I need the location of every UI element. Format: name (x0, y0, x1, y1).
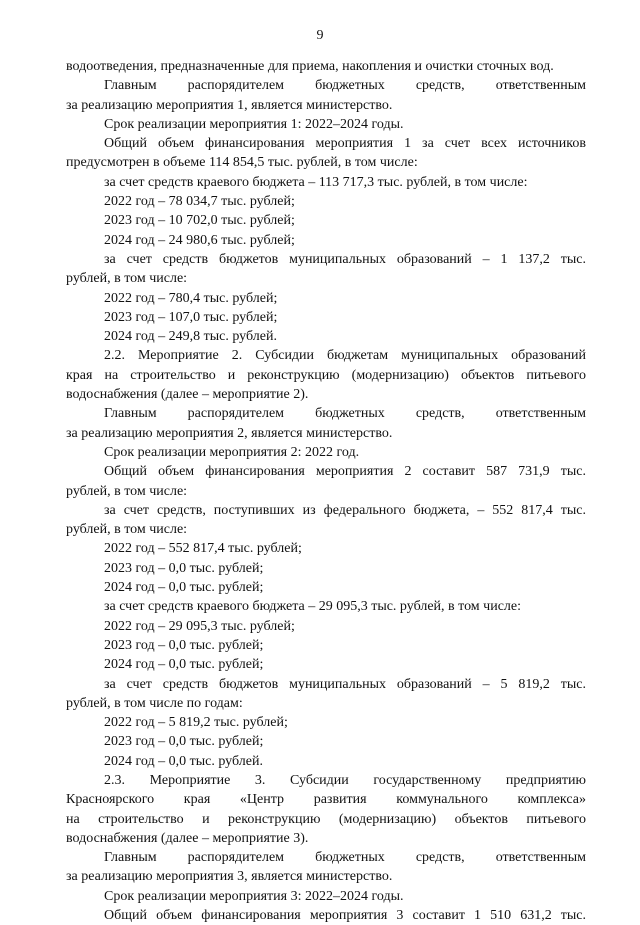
text-line: Общий объем финансирования мероприятия 2 составит 587 731,9 тыс. (104, 464, 586, 480)
text-line: 2022 год – 5 819,2 тыс. рублей; (104, 715, 288, 731)
text-line: за реализацию мероприятия 3, является министерство. (66, 869, 393, 885)
text-line: рублей, в том числе: (66, 522, 188, 538)
text-line: за счет средств бюджетов муниципальных образований – 5 819,2 тыс. (104, 676, 586, 692)
text-line: 2023 год – 0,0 тыс. рублей; (104, 560, 264, 576)
text-line: Главным распорядителем бюджетных средств, ответственным (104, 850, 586, 866)
text-line: 2.2. Мероприятие 2. Субсидии бюджетам муниципальных образований (104, 348, 586, 364)
text-line: за реализацию мероприятия 2, является министерство. (66, 425, 393, 441)
text-line: 2024 год – 249,8 тыс. рублей. (104, 329, 277, 345)
text-line: водоснабжения (далее – мероприятие 3). (66, 830, 309, 846)
text-line: за счет средств краевого бюджета – 113 717,3 тыс. рублей, в том числе: (104, 174, 528, 190)
page-number: 9 (316, 28, 324, 43)
text-line: 2024 год – 24 980,6 тыс. рублей; (104, 232, 295, 248)
text-line: Общий объем финансирования мероприятия 3 составит 1 510 631,2 тыс. (104, 908, 586, 924)
text-line: Красноярского края «Центр развития коммунального комплекса» (66, 792, 586, 808)
text-line: 2.3. Мероприятие 3. Субсидии государственному предприятию (104, 772, 586, 788)
text-line: 2022 год – 29 095,3 тыс. рублей; (104, 618, 295, 634)
text-line: Срок реализации мероприятия 1: 2022–2024 годы. (104, 116, 404, 132)
text-line: 2024 год – 0,0 тыс. рублей; (104, 580, 264, 596)
text-line: за реализацию мероприятия 1, является министерство. (66, 97, 393, 113)
text-line: 2022 год – 78 034,7 тыс. рублей; (104, 194, 295, 210)
text-line: 2022 год – 780,4 тыс. рублей; (104, 290, 278, 306)
text-line: 2024 год – 0,0 тыс. рублей; (104, 657, 264, 673)
text-line: 2023 год – 0,0 тыс. рублей; (104, 637, 264, 653)
text-line: рублей, в том числе: (66, 483, 188, 499)
text-line: за счет средств, поступивших из федерального бюджета, – 552 817,4 тыс. (104, 502, 586, 518)
text-line: 2023 год – 0,0 тыс. рублей; (104, 734, 264, 750)
text-line: 2023 год – 107,0 тыс. рублей; (104, 309, 278, 325)
text-line: за счет средств краевого бюджета – 29 095,3 тыс. рублей, в том числе: (104, 599, 522, 615)
text-line: на строительство и реконструкцию (модернизацию) объектов питьевого (66, 811, 586, 827)
text-line: Срок реализации мероприятия 3: 2022–2024 годы. (104, 888, 404, 904)
text-line: водоотведения, предназначенные для приема, накопления и очистки сточных вод. (66, 59, 554, 74)
text-line: рублей, в том числе по годам: (66, 695, 243, 711)
text-line: 2022 год – 552 817,4 тыс. рублей; (104, 541, 302, 557)
text-line: водоснабжения (далее – мероприятие 2). (66, 387, 309, 403)
text-line: рублей, в том числе: (66, 271, 188, 287)
text-line: Общий объем финансирования мероприятия 1 за счет всех источников (104, 136, 586, 152)
text-line: 2024 год – 0,0 тыс. рублей. (104, 753, 263, 769)
document-body (66, 57, 586, 925)
text-line: Главным распорядителем бюджетных средств, ответственным (104, 406, 586, 422)
text-line: предусмотрен в объеме 114 854,5 тыс. рублей, в том числе: (66, 155, 418, 171)
text-line: края на строительство и реконструкцию (модернизацию) объектов питьевого (66, 367, 586, 383)
text-line: Главным распорядителем бюджетных средств, ответственным (104, 78, 586, 94)
text-line: Срок реализации мероприятия 2: 2022 год. (104, 444, 360, 460)
text-line: за счет средств бюджетов муниципальных образований – 1 137,2 тыс. (104, 251, 586, 267)
text-line: 2023 год – 10 702,0 тыс. рублей; (104, 213, 295, 229)
